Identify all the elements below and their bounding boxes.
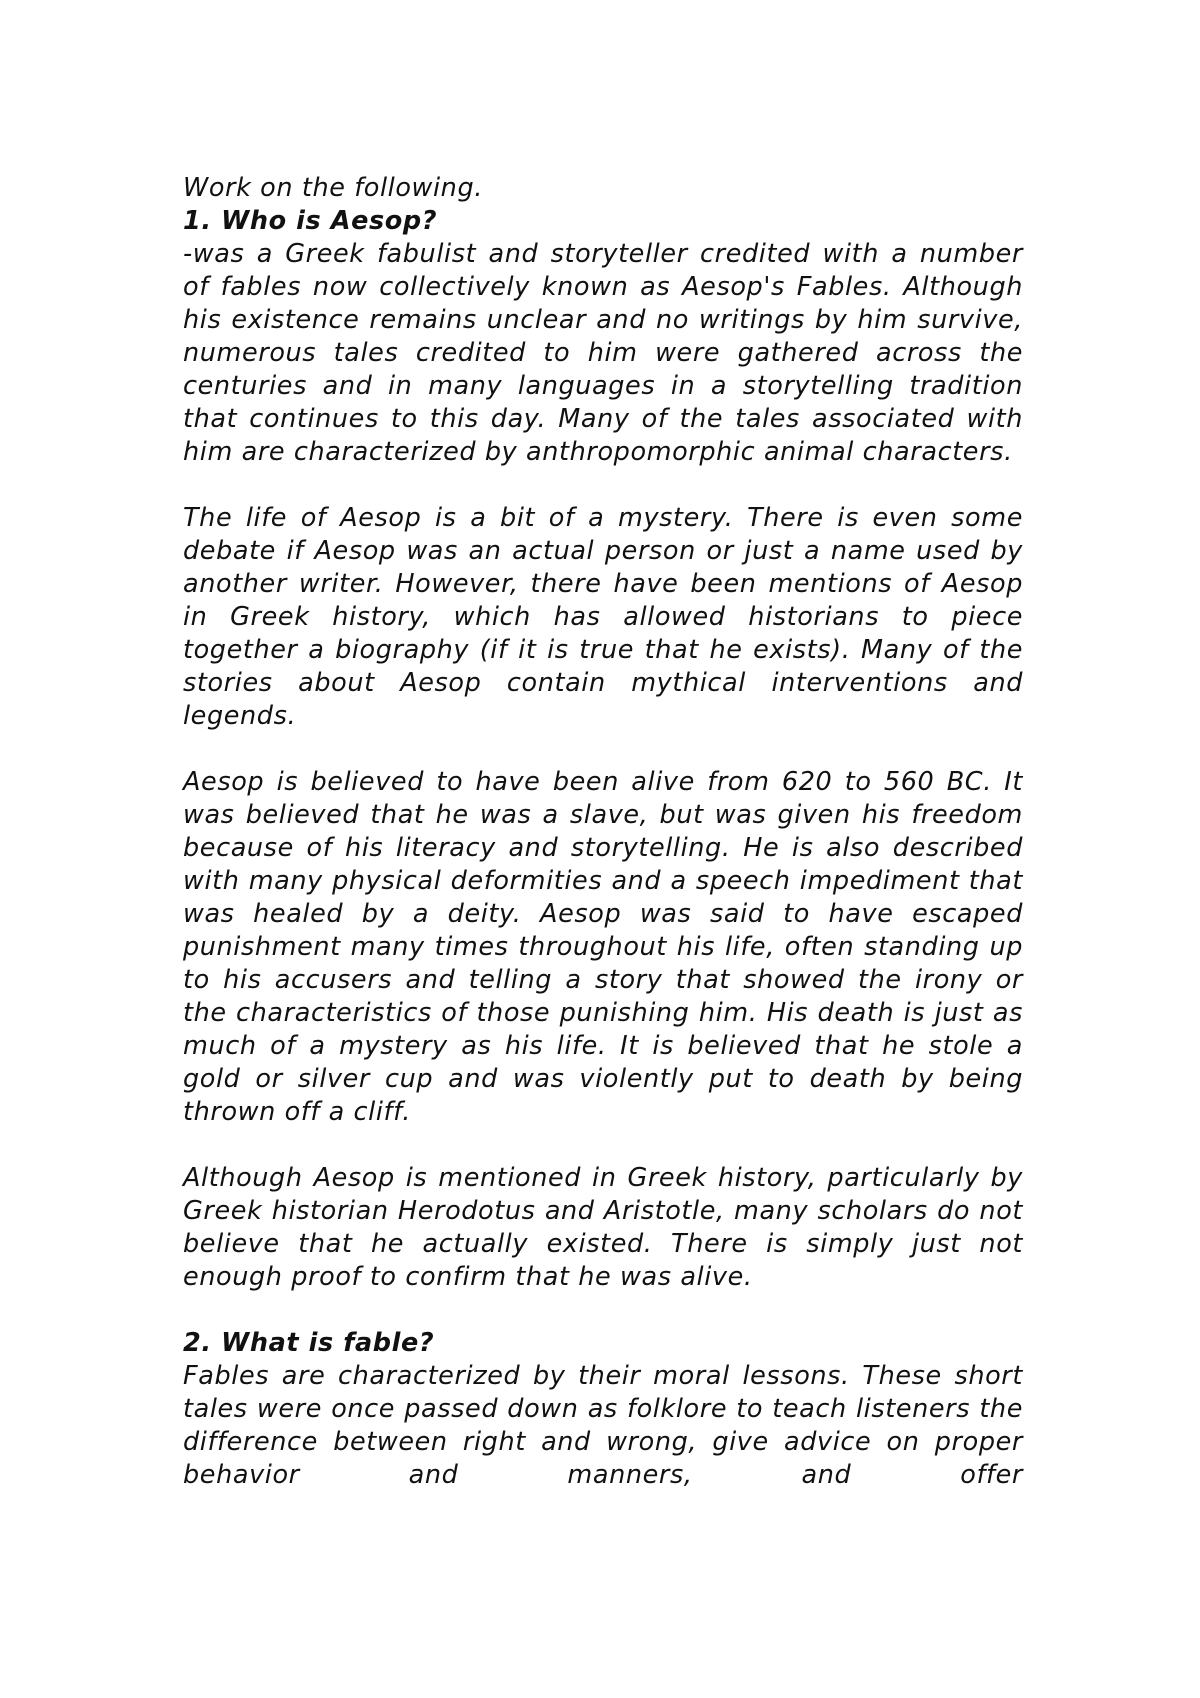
question-2-answer: Fables are characterized by their moral lessons. These short tales were once passed down as folklore to teach listeners the difference between right and wrong, give advice on proper behavior and manners, and offer: [183, 1361, 1023, 1490]
aesop-biography-paragraph: Aesop is believed to have been alive from 620 to 560 BC. It was believed that he was a slave, but was given his freedom because of his literacy and storytelling. He is also described with many physical deformities and a speech impediment that was healed by a deity. Aesop was said to have escaped punishment many times throughout his life, often standing up to his accusers and telling a story that showed the irony or the characteristics of those punishing him. His death is just as much of a mystery as his life. It is believed that he stole a gold or silver cup and was violently put to death by being thrown off a cliff.: [183, 767, 1023, 1127]
paragraph-spacer: [183, 1294, 1023, 1327]
document-body: [183, 172, 1023, 1492]
aesop-life-paragraph: The life of Aesop is a bit of a mystery. There is even some debate if Aesop was an actual person or just a name used by another writer. However, there have been mentions of Aesop in Greek history, which has allowed historians to piece together a biography (if it is true that he exists). Many of the stories about Aesop contain mythical interventions and legends.: [183, 503, 1023, 731]
paragraph-spacer: [183, 469, 1023, 502]
paragraph-spacer: [183, 733, 1023, 766]
paragraph-spacer: [183, 1129, 1023, 1162]
question-1-heading: 1. Who is Aesop?: [183, 206, 438, 236]
question-2-heading: 2. What is fable?: [183, 1328, 435, 1358]
question-1-answer: -was a Greek fabulist and storyteller credited with a number of fables now collectively known as Aesop's Fables. Although his existence remains unclear and no writings by him survive, numerous tales credited to him were gathered across the centuries and in many languages in a storytelling tradition that continues to this day. Many of the tales associated with him are characterized by anthropomorphic animal characters.: [183, 239, 1023, 467]
intro-text: Work on the following.: [183, 173, 483, 203]
aesop-existence-paragraph: Although Aesop is mentioned in Greek history, particularly by Greek historian Herodotus and Aristotle, many scholars do not believe that he actually existed. There is simply just not enough proof to confirm that he was alive.: [183, 1163, 1023, 1292]
